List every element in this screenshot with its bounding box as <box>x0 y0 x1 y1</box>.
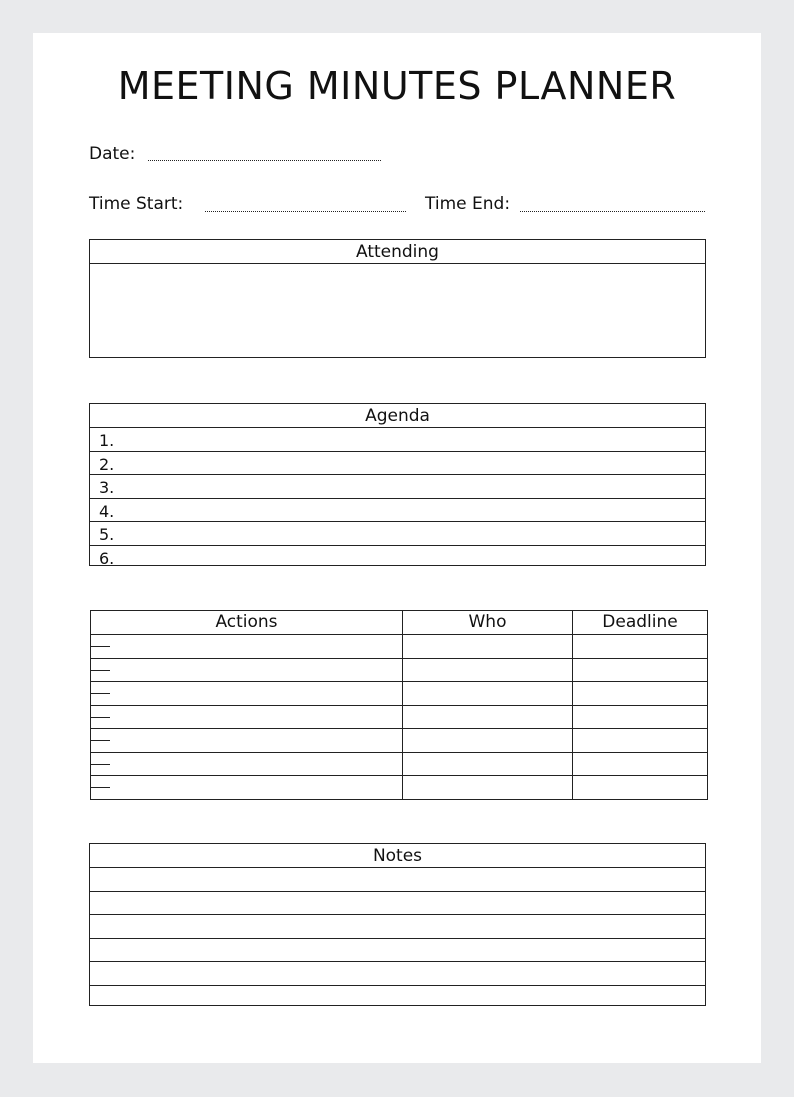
agenda-item-number: 5. <box>99 525 115 544</box>
action-cell[interactable] <box>91 752 403 776</box>
agenda-item[interactable] <box>90 522 705 546</box>
notes-line[interactable] <box>90 892 705 916</box>
deadline-cell[interactable] <box>573 776 708 800</box>
action-cell[interactable] <box>91 635 403 659</box>
deadline-cell[interactable] <box>573 635 708 659</box>
action-cell[interactable] <box>91 682 403 706</box>
agenda-item-number: 1. <box>99 431 115 450</box>
deadline-cell[interactable] <box>573 682 708 706</box>
notes-list <box>90 868 705 1009</box>
notes-line[interactable] <box>90 868 705 892</box>
who-cell[interactable] <box>403 776 573 800</box>
who-cell[interactable] <box>403 635 573 659</box>
table-row <box>91 658 708 682</box>
agenda-header: Agenda <box>90 404 705 428</box>
table-row <box>91 682 708 706</box>
who-column-header: Who <box>403 611 573 635</box>
deadline-cell[interactable] <box>573 752 708 776</box>
agenda-item[interactable] <box>90 452 705 476</box>
page-title: MEETING MINUTES PLANNER <box>117 64 677 108</box>
notes-line[interactable] <box>90 939 705 963</box>
table-row <box>91 705 708 729</box>
who-cell[interactable] <box>403 752 573 776</box>
agenda-item[interactable] <box>90 428 705 452</box>
who-cell[interactable] <box>403 658 573 682</box>
dash-mark <box>91 764 110 765</box>
attending-area[interactable] <box>90 264 705 357</box>
agenda-item-number: 4. <box>99 501 115 521</box>
dash-mark <box>91 670 110 671</box>
agenda-item-number: 3. <box>99 478 115 497</box>
date-label: Date: <box>89 144 136 164</box>
agenda-item-number: 6. <box>99 548 115 568</box>
notes-line[interactable] <box>90 962 705 986</box>
deadline-cell[interactable] <box>573 705 708 729</box>
attending-box <box>89 239 706 358</box>
action-cell[interactable] <box>91 658 403 682</box>
table-row <box>91 635 708 659</box>
agenda-box <box>89 403 706 566</box>
dash-mark <box>91 787 110 788</box>
actions-column-header: Actions <box>91 611 403 635</box>
notes-line[interactable] <box>90 986 705 1010</box>
agenda-item-number: 2. <box>99 454 115 474</box>
time-start-line[interactable] <box>205 211 406 212</box>
time-start-label: Time Start: <box>89 194 184 214</box>
action-cell[interactable] <box>91 729 403 753</box>
time-end-label: Time End: <box>425 194 511 214</box>
dash-mark <box>91 740 110 741</box>
actions-box <box>90 610 707 800</box>
notes-line[interactable] <box>90 915 705 939</box>
agenda-item[interactable] <box>90 546 705 570</box>
agenda-item[interactable] <box>90 499 705 523</box>
agenda-item[interactable] <box>90 475 705 499</box>
table-row <box>91 752 708 776</box>
who-cell[interactable] <box>403 705 573 729</box>
dash-mark <box>91 693 110 694</box>
notes-header: Notes <box>90 844 705 868</box>
date-line[interactable] <box>148 160 381 161</box>
deadline-cell[interactable] <box>573 729 708 753</box>
who-cell[interactable] <box>403 682 573 706</box>
dash-mark <box>91 717 110 718</box>
dash-mark <box>91 646 110 647</box>
deadline-column-header: Deadline <box>573 611 708 635</box>
attending-header: Attending <box>90 240 705 264</box>
action-cell[interactable] <box>91 705 403 729</box>
deadline-cell[interactable] <box>573 658 708 682</box>
table-row <box>91 729 708 753</box>
action-cell[interactable] <box>91 776 403 800</box>
agenda-list <box>90 428 705 569</box>
actions-table <box>90 610 708 800</box>
notes-box <box>89 843 706 1006</box>
table-row <box>91 776 708 800</box>
who-cell[interactable] <box>403 729 573 753</box>
time-end-line[interactable] <box>520 211 705 212</box>
